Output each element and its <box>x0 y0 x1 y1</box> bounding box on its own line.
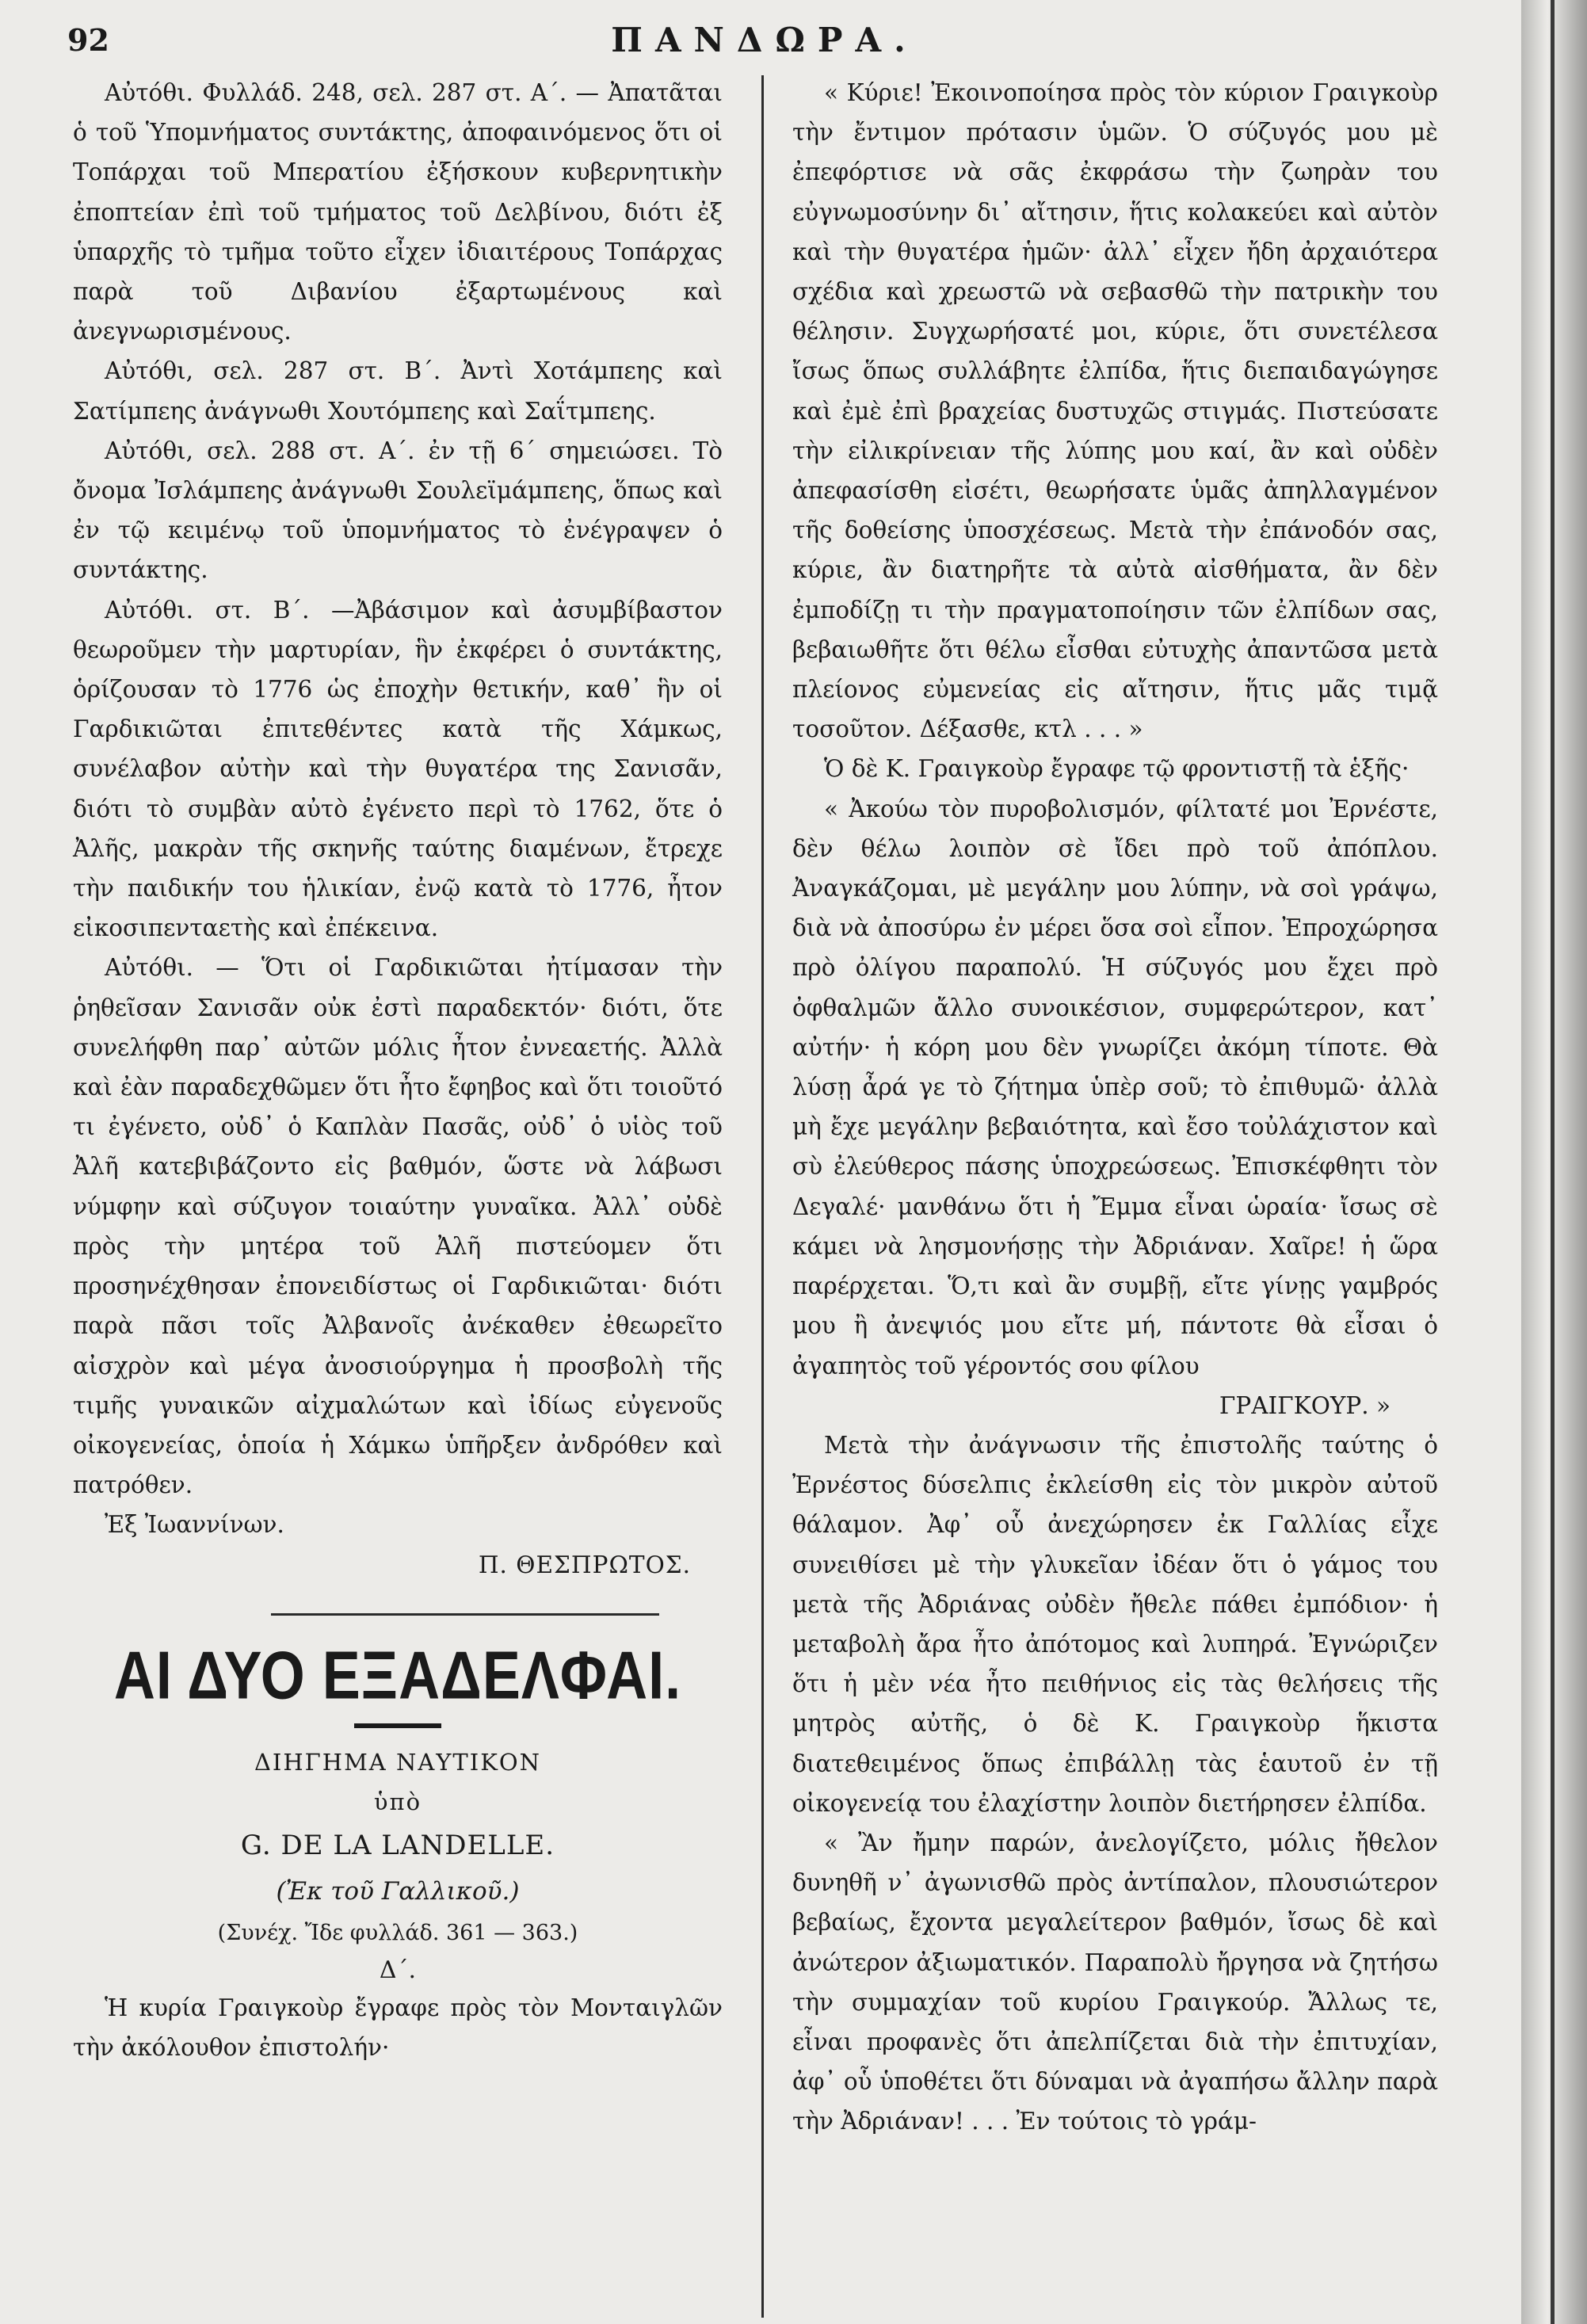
paragraph: Μετὰ τὴν ἀνάγνωσιν τῆς ἐπιστολῆς ταύτης ὁ Ἐρνέστος δύσελπις ἐκλείσθη εἰς τὸν μικρὸν αὐτοῦ θάλαμον. Ἀφ᾿ οὗ ἀνεχώρησεν ἐκ Γαλλίας εἶχε συνειθίσει μὲ τὴν γλυκεῖαν ἰδέαν ὅτι ὁ γάμος του μετὰ τῆς Ἀδριάνας οὐδὲν ἤθελε πάθει ἐμπόδιον· ἡ μεταβολὴ ἄρα ἦτο ἀπότομος καὶ λυπηρά. Ἐγνώριζεν ὅτι ἡ μὲν νέα ἦτο πειθήνιος εἰς τὰς θελήσεις τῆς μητρὸς αὐτῆς, ὁ δὲ Κ. Γραιγκοὺρ ἥκιστα διατεθειμένος ὅπως ἐπιβάλλῃ τὰς ἑαυτοῦ ἐν τῇ οἰκογενείᾳ του ἐλαχίστην λοιπὸν διετήρησεν ἐλπίδα. <box>792 1431 1438 1817</box>
page-number: 92 <box>67 22 109 58</box>
place-line: Ἐξ Ἰωαννίνων. <box>105 1511 284 1539</box>
chapter-number: Δ΄. <box>379 1956 417 1984</box>
letter-signature: ΓΡΑΙΓΚΟΥΡ. » <box>1219 1391 1391 1419</box>
paragraph: Αὐτόθι. — Ὅτι οἱ Γαρδικιῶται ἠτίμασαν τὴν ῥηθεῖσαν Σανισᾶν οὐκ ἐστὶ παραδεκτόν· διότι, ὅτε συνελήφθη παρ᾿ αὐτῶν μόλις ἦτον ἐννεαετής. Ἀλλὰ καὶ ἐὰν παραδεχθῶμεν ὅτι ἦτο ἔφηβος καὶ ὅτι τοιοῦτό τι ἐγένετο, οὐδ᾿ ὁ Καπλὰν Πασᾶς, οὐδ᾿ ὁ υἱὸς τοῦ Ἀλῆ κατεβιβάζοντο εἰς βαθμόν, ὥστε νὰ λάβωσι νύμφην καὶ σύζυγον τοιαύτην γυναῖκα. Ἀλλ᾿ οὐδὲ πρὸς τὴν μητέρα τοῦ Ἀλῆ πιστεύομεν ὅτι προσηνέχθησαν ἐπονειδίστως οἱ Γαρδικιῶται· διότι παρὰ πᾶσι τοῖς Ἀλβανοῖς ἀνέκαθεν ἐθεωρεῖτο αἰσχρὸν καὶ μέγα ἀνοσιούργημα ἡ προσβολὴ τῆς τιμῆς γυναικῶν αἰχμαλώτων καὶ ἰδίως εὐγενοῦς οἰκογενείας, ὁποία ἡ Χάμκω ὑπῆρξεν ἀνδρόθεν καὶ πατρόθεν. <box>73 954 723 1499</box>
column-rule <box>761 75 764 2318</box>
translation-note: (Ἐκ τοῦ Γαλλικοῦ.) <box>276 1876 520 1906</box>
paragraph: « Κύριε! Ἐκοινοποίησα πρὸς τὸν κύριον Γραιγκοὺρ τὴν ἔντιμον πρότασιν ὑμῶν. Ὁ σύζυγός μου μὲ ἐπεφόρτισε νὰ σᾶς ἐκφράσω τὴν ζωηρὰν του εὐγνωμοσύνην δι᾿ αἴτησιν, ἥτις κολακεύει καὶ αὐτὸν καὶ τὴν θυγατέρα ἡμῶν· ἀλλ᾿ εἶχεν ἤδη ἀρχαιότερα σχέδια καὶ χρεωστῶ νὰ σεβασθῶ τὴν πατρικὴν του θέλησιν. Συγχωρήσατέ μοι, κύριε, ὅτι συνετέλεσα ἴσως ὅπως συλλάβητε ἐλπίδα, ἥτις διεπαιδαγώγησε καὶ ἐμὲ ἐπὶ βραχείας δυστυχῶς στιγμάς. Πιστεύσατε τὴν εἰλικρίνειαν τῆς λύπης μου καί, ἂν καὶ οὐδὲν ἀπεφασίσθη εἰσέτι, θεωρήσατε ὑμᾶς ἀπηλλαγμένον τῆς δοθείσης ὑποσχέσεως. Μετὰ τὴν ἐπάνοδόν σας, κύριε, ἂν διατηρῆτε τὰ αὐτὰ αἰσθήματα, ἂν δὲν ἐμποδίζῃ τι τὴν πραγματοποίησιν τῶν ἐλπίδων σας, βεβαιωθῆτε ὅτι θέλω εἶσθαι εὐτυχὴς ἀπαντῶσα μετὰ πλείονος εὐμενείας εἰς αἴτησιν, ἥτις μᾶς τιμᾷ τοσοῦτον. Δέξασθε, κτλ . . . » <box>792 79 1438 743</box>
running-title: ΠΑΝΔΩΡΑ. <box>611 21 918 59</box>
paragraph: Αὐτόθι. στ. Β΄. —Ἀβάσιμον καὶ ἀσυμβίβαστον θεωροῦμεν τὴν μαρτυρίαν, ἣν ἐκφέρει ὁ συντάκτης, ὁρίζουσαν τὸ 1776 ὡς ἐποχὴν θετικήν, καθ᾿ ἣν οἱ Γαρδικιῶται ἐπιτεθέντες κατὰ τῆς Χάμκως, συνέλαβον αὐτὴν καὶ τὴν θυγατέρα της Σανισᾶν, διότι τὸ συμβὰν αὐτὸ ἐγένετο περὶ τὸ 1762, ὅτε ὁ Ἀλῆς, μακρὰν τῆς σκηνῆς ταύτης διαμένων, ἔτρεχε τὴν παιδικήν του ἡλικίαν, ἐνῷ κατὰ τὸ 1776, ἦτον εἰκοσιπενταετὴς καὶ ἐπέκεινα. <box>73 596 723 942</box>
paragraph: Αὐτόθι, σελ. 287 στ. Β΄. Ἀντὶ Χοτάμπεης καὶ Σατίμπεης ἀνάγνωθι Χουτόμπεης καὶ Σαΐτμπεης. <box>73 357 723 425</box>
binding-shadow-line <box>1551 0 1555 2324</box>
by-line: ὑπὸ <box>373 1788 422 1815</box>
page-header <box>0 14 1505 62</box>
paragraph: Ἡ κυρία Γραιγκοὺρ ἔγραφε πρὸς τὸν Μονταιγλῶν τὴν ἀκόλουθον ἐπιστολήν· <box>73 1994 723 2061</box>
right-column <box>792 73 1438 2142</box>
title-dash <box>354 1723 441 1728</box>
paragraph: Αὐτόθι, σελ. 288 στ. Α΄. ἐν τῇ 6΄ σημειώσει. Τὸ ὄνομα Ἰσλάμπεης ἀνάγνωθι Σουλεϊμάμπεης, ὅπως καὶ ἐν τῷ κειμένῳ τοῦ ὑπομνήματος τὸ ἐνέγραψεν ὁ συντάκτης. <box>73 437 723 584</box>
story-subtitle: ΔΙΗΓΗΜΑ ΝΑΥΤΙΚΟΝ <box>254 1748 542 1776</box>
section-separator <box>271 1613 659 1616</box>
left-column <box>73 73 723 2067</box>
story-title: ΑΙ ΔΥΟ ΕΞΑΔΕΛΦΑΙ. <box>113 1638 682 1713</box>
paragraph: Αὐτόθι. Φυλλάδ. 248, σελ. 287 στ. Α΄. — Ἀπατᾶται ὁ τοῦ Ὑπομνήματος συντάκτης, ἀποφαινόμενος ὅτι οἱ Τοπάρχαι τοῦ Μπερατίου ἐξήσκουν κυβερνητικὴν ἐποπτείαν ἐπὶ τοῦ τμήματος τοῦ Δελβίνου, διότι ἐξ ὑπαρχῆς τὸ τμῆμα τοῦτο εἶχεν ἰδιαιτέρους Τοπάρχας παρὰ τοῦ Διβανίου ἐξαρτωμένους καὶ ἀνεγνωρισμένους. <box>73 79 723 345</box>
paragraph: « Ἂν ἤμην παρών, ἀνελογίζετο, μόλις ἤθελον δυνηθῆ ν᾿ ἀγωνισθῶ πρὸς ἀντίπαλον, πλουσιώτερον βεβαίως, ἔχοντα μεγαλείτερον βαθμόν, ἴσως δὲ καὶ ἀνώτερον ἀξιωματικόν. Παραπολὺ ἤργησα νὰ ζητήσω τὴν συμμαχίαν τοῦ κυρίου Γραιγκούρ. Ἄλλως τε, εἶναι προφανὲς ὅτι ἀπελπίζεται διὰ τὴν ἐπιτυχίαν, ἀφ᾿ οὗ ὑποθέτει ὅτι δύναμαι νὰ ἀγαπήσω ἄλλην παρὰ τὴν Ἀδριάναν! . . . Ἐν τούτοις τὸ γράμ- <box>792 1829 1438 2135</box>
paragraph: Ὁ δὲ Κ. Γραιγκοὺρ ἔγραφε τῷ φροντιστῇ τὰ ἑξῆς· <box>824 755 1410 783</box>
paragraph: « Ἀκούω τὸν πυροβολισμόν, φίλτατέ μοι Ἐρνέστε, δὲν θέλω λοιπὸν σὲ ἴδει πρὸ τοῦ ἀπόπλου. Ἀναγκάζομαι, μὲ μεγάλην μου λύπην, νὰ σοὶ γράψω, διὰ νὰ ἀποσύρω ἐν μέρει ὅσα σοὶ εἶπον. Ἐπροχώρησα πρὸ ὀλίγου παραπολύ. Ἡ σύζυγός μου ἔχει πρὸ ὀφθαλμῶν ἄλλο συνοικέσιον, συμφερώτερον, κατ᾿ αὐτήν· ἡ κόρη μου δὲν γνωρίζει ἀκόμη τίποτε. Θὰ λύσῃ ἆρά γε τὸ ζήτημα ὑπὲρ σοῦ; τὸ ἐπιθυμῶ· ἀλλὰ μὴ ἔχε μεγάλην βεβαιότητα, καὶ ἔσο τοὐλάχιστον καὶ σὺ ἐλεύθερος πάσης ὑποχρεώσεως. Ἐπισκέφθητι τὸν Δεγαλέ· μανθάνω ὅτι ἡ Ἔμμα εἶναι ὡραία· ἴσως σὲ κάμει νὰ λησμονήσῃς τὴν Ἀδριάναν. Χαῖρε! ἡ ὥρα παρέρχεται. Ὅ,τι καὶ ἂν συμβῇ, εἴτε γίνῃς γαμβρός μου ἢ ἀνεψιός μου εἴτε μή, πάντοτε θὰ εἶσαι ὁ ἀγαπητὸς τοῦ γέροντός σου φίλου <box>792 795 1438 1380</box>
author: G. DE LA LANDELLE. <box>240 1829 555 1861</box>
continuation-note: (Συνέχ. Ἴδε φυλλάδ. 361 — 363.) <box>217 1920 578 1945</box>
signature: Π. ΘΕΣΠΡΩΤΟΣ. <box>478 1551 691 1578</box>
